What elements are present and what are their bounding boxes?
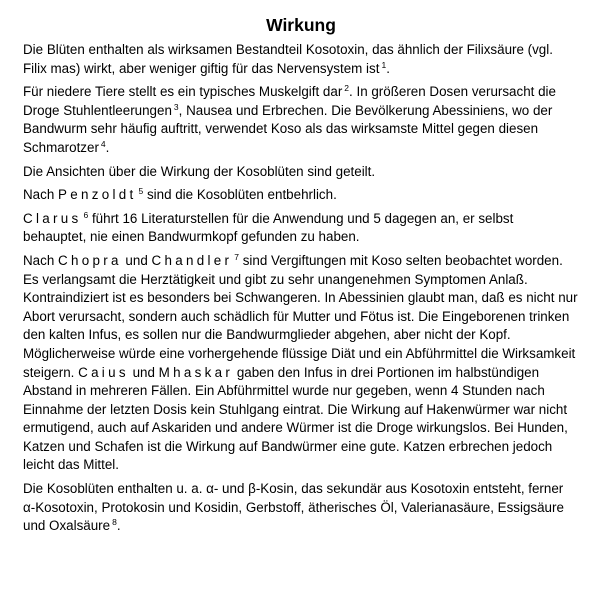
footnote-ref-1: 1 bbox=[381, 59, 387, 70]
footnote-ref-3: 3 bbox=[173, 101, 179, 112]
text: gaben den Infus in drei Portionen im halbstündigen Abstand in mehreren Fällen. Ein Abführmittel wurde nur gegeben, wenn 4 Stunden nach Einnahme der letzten Dosis kein Stuhlgang eintrat. Die Wirkung auf Hakenwürmer war nicht ermutigend, auch auf Askariden und andere Würmer ist die Droge wirkungslos. Bei Hunden, Katzen und Schafen ist die Wirkung auf Bandwürmer eine gute. Katzen erbrechen jedoch leicht das Mittel. bbox=[23, 364, 568, 473]
paragraph-penzoldt bbox=[23, 186, 579, 205]
text: . In größeren Dosen verursacht die Droge Stuhlentleerungen bbox=[23, 84, 556, 118]
text: sind die Kosoblüten entbehrlich. bbox=[143, 187, 337, 203]
paragraph-effects bbox=[23, 83, 579, 157]
paragraph-clarus bbox=[23, 210, 579, 247]
text: . bbox=[386, 60, 390, 76]
text: Nach bbox=[23, 252, 58, 268]
text: und bbox=[121, 252, 152, 268]
paragraph-chopra-chandler bbox=[23, 252, 579, 475]
section-title: Wirkung bbox=[266, 15, 336, 35]
text: . bbox=[105, 139, 110, 155]
author-name: Chopra bbox=[57, 252, 122, 268]
paragraph-active-ingredient bbox=[23, 41, 579, 78]
text: und bbox=[128, 364, 159, 380]
footnote-ref-4: 4 bbox=[100, 138, 106, 149]
footnote-ref-6: 6 bbox=[83, 209, 89, 220]
footnote-ref-7: 7 bbox=[234, 251, 239, 262]
text: Nach bbox=[23, 187, 58, 203]
footnote-ref-2: 2 bbox=[344, 83, 350, 94]
text: . bbox=[116, 518, 121, 534]
author-name: Penzoldt bbox=[57, 187, 137, 203]
author-name: Clarus bbox=[23, 210, 82, 226]
author-name: Chandler bbox=[151, 252, 233, 268]
text: führt 16 Literaturstellen für die Anwendung und 5 dagegen an, er selbst behauptet, nie einen Bandwurmkopf gefunden zu haben. bbox=[23, 210, 514, 245]
text: sind Vergiftungen mit Koso selten beobachtet worden. Es verlangsamt die Herztätigkeit und gibt zu sehr unangenehmen Symptomen Anlaß. Kontraindiziert ist es besonders bei Schwangeren. In Abessinien glaubt man, daß es nicht nur Abort verursacht, sondern auch schädlich für Mutter und Fötus ist. Die Eingeborenen trinken den kalten Infus, es sollen nur die Bandwurmglieder abgehen, aber nicht der Kopf. Möglicherweise würde eine vorhergehende flüssige Diät und ein Abführmittel die Wirksamkeit steigern. bbox=[23, 252, 578, 380]
text: Die Ansichten über die Wirkung der Kosoblüten sind geteilt. bbox=[23, 163, 376, 179]
text: Die Blüten enthalten als wirksamen Bestandteil Kosotoxin, das ähnlich der Filixsäure (vgl. Filix mas) wirkt, aber weniger giftig für das Nervensystem ist bbox=[23, 42, 553, 76]
text: Die Kosoblüten enthalten u. a. α- und β-Kosin, das sekundär aus Kosotoxin entsteht, ferner α-Kosotoxin, Protokosin und Kosidin, Gerbstoff, ätherisches Öl, Valerianasäure, Essigsäure und Oxalsäure bbox=[23, 481, 564, 534]
paragraph-opinions bbox=[23, 163, 579, 182]
text: , Nausea und Erbrechen. Die Bevölkerung Abessiniens, wo der Bandwurm sehr häufig auftritt, verwendet Koso als das wirksamste Mittel gegen diesen Schmarotzer bbox=[23, 102, 553, 155]
author-name: Mhaskar bbox=[158, 364, 234, 380]
footnote-ref-8: 8 bbox=[112, 517, 117, 528]
footnote-ref-5: 5 bbox=[138, 186, 144, 197]
author-name: Caius bbox=[78, 364, 129, 380]
text: Für niedere Tiere stellt es ein typisches Muskelgift dar bbox=[23, 84, 343, 100]
paragraph-constituents bbox=[23, 480, 579, 536]
